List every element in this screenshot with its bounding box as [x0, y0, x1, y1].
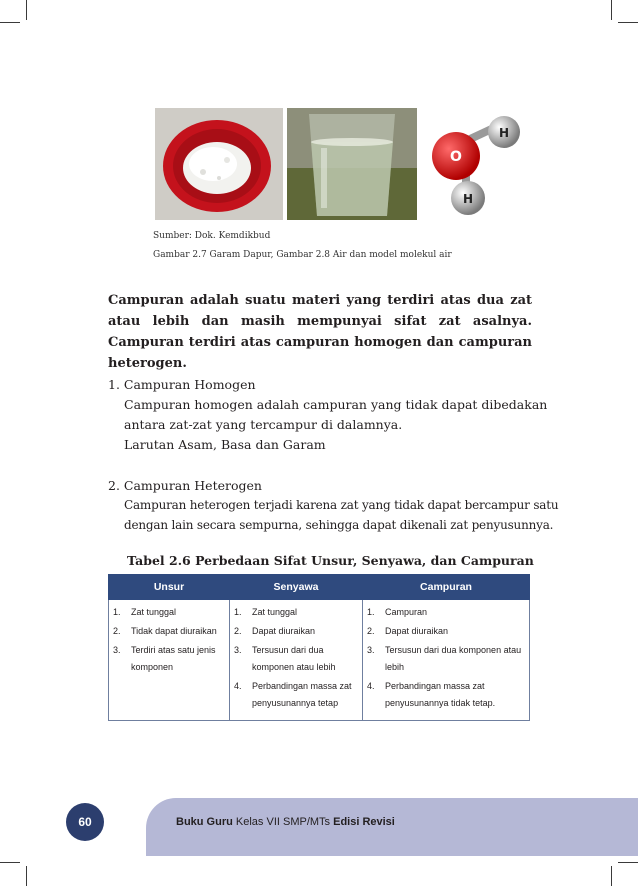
table-header-row: [109, 575, 530, 600]
list-item: [113, 642, 225, 676]
crop-mark: [618, 22, 638, 23]
list-item-number: 1.: [367, 607, 375, 617]
list-item-number: 2.: [113, 626, 121, 636]
list-item-number: 4.: [234, 681, 242, 691]
list-item-text: Zat tunggal: [131, 607, 177, 617]
figure-caption: Gambar 2.7 Garam Dapur, Gambar 2.8 Air dan model molekul air: [153, 250, 452, 260]
section-heading: 1. Campuran Homogen: [108, 377, 256, 392]
table-cell-unsur: [109, 600, 230, 721]
crop-mark: [0, 22, 20, 23]
list-item: [367, 642, 525, 676]
table-cell-campuran: [363, 600, 530, 721]
table-cell-senyawa: [230, 600, 363, 721]
section-text: Campuran heterogen terjadi karena zat yang tidak dapat bercampur satu: [124, 498, 559, 512]
table-header-cell: Campuran: [363, 575, 530, 600]
list-item-number: 1.: [113, 607, 121, 617]
atom-label-o: O: [450, 149, 462, 165]
crop-mark: [26, 0, 27, 20]
table-row: [109, 600, 530, 721]
list-item-number: 1.: [234, 607, 242, 617]
crop-mark: [618, 862, 638, 863]
list-item-text: Campuran: [385, 607, 428, 617]
table-header-cell: Unsur: [109, 575, 230, 600]
table-title: Tabel 2.6 Perbedaan Sifat Unsur, Senyawa, dan Campuran: [127, 553, 534, 568]
section-text: dengan lain secara sempurna, sehingga dapat dikenali zat penyusunnya.: [124, 518, 554, 532]
list-item-number: 2.: [234, 626, 242, 636]
salt-photo: [155, 108, 283, 220]
list-item-number: 3.: [113, 645, 121, 655]
list-item-number: 2.: [367, 626, 375, 636]
list-item: [234, 642, 358, 676]
list-item-text: Dapat diuraikan: [385, 626, 449, 636]
comparison-table: [108, 574, 530, 721]
list-item: [367, 623, 525, 640]
list-item-number: 4.: [367, 681, 375, 691]
section-text: antara zat-zat yang tercampur di dalamnya.: [124, 417, 403, 432]
section-text: Larutan Asam, Basa dan Garam: [124, 437, 326, 452]
crop-mark: [611, 866, 612, 886]
water-glass-illustration: [287, 108, 417, 220]
footer-edition: Edisi Revisi: [333, 816, 395, 828]
list-item: [113, 623, 225, 640]
list-item-text: Tidak dapat diuraikan: [131, 626, 217, 636]
water-molecule-model: [420, 108, 530, 220]
list-item-text: Terdiri atas satu jenis komponen: [131, 645, 216, 672]
figure-source: Sumber: Dok. Kemdikbud: [153, 231, 271, 241]
list-item-text: Perbandingan massa zat penyusunannya tidak tetap.: [385, 681, 496, 708]
list-item-text: Tersusun dari dua komponen atau lebih: [252, 645, 336, 672]
list-item: [367, 678, 525, 712]
footer-book: Buku Guru: [176, 816, 233, 828]
list-item: [234, 623, 358, 640]
list-item: [234, 678, 358, 712]
atom-label-h: H: [462, 192, 474, 206]
crop-mark: [26, 866, 27, 886]
page-number: 60: [66, 803, 104, 841]
footer-text: [176, 816, 395, 828]
list-item-text: Zat tunggal: [252, 607, 298, 617]
senyawa-list: [234, 604, 358, 712]
list-item-text: Dapat diuraikan: [252, 626, 316, 636]
section-text: Campuran homogen adalah campuran yang tidak dapat dibedakan: [124, 397, 548, 412]
list-item-number: 3.: [367, 645, 375, 655]
campuran-list: [367, 604, 525, 712]
salt-bowl-illustration: [155, 108, 283, 220]
list-item: [367, 604, 525, 621]
unsur-list: [113, 604, 225, 676]
molecule-illustration: [420, 108, 530, 220]
list-item: [113, 604, 225, 621]
crop-mark: [611, 0, 612, 20]
list-item-number: 3.: [234, 645, 242, 655]
list-item: [234, 604, 358, 621]
atom-label-h: H: [498, 126, 510, 140]
intro-paragraph: Campuran adalah suatu materi yang terdiri atas dua zat atau lebih dan masih mempunyai sifat zat asalnya. Campuran terdiri atas campuran homogen dan campuran heterogen.: [108, 293, 532, 371]
table-header-cell: Senyawa: [230, 575, 363, 600]
water-glass-photo: [287, 108, 417, 220]
section-heading: 2. Campuran Heterogen: [108, 478, 262, 493]
list-item-text: Tersusun dari dua komponen atau lebih: [385, 645, 522, 672]
crop-mark: [0, 862, 20, 863]
list-item-text: Perbandingan massa zat penyusunannya tetap: [252, 681, 352, 708]
footer-grade: Kelas VII SMP/MTs: [235, 816, 331, 828]
